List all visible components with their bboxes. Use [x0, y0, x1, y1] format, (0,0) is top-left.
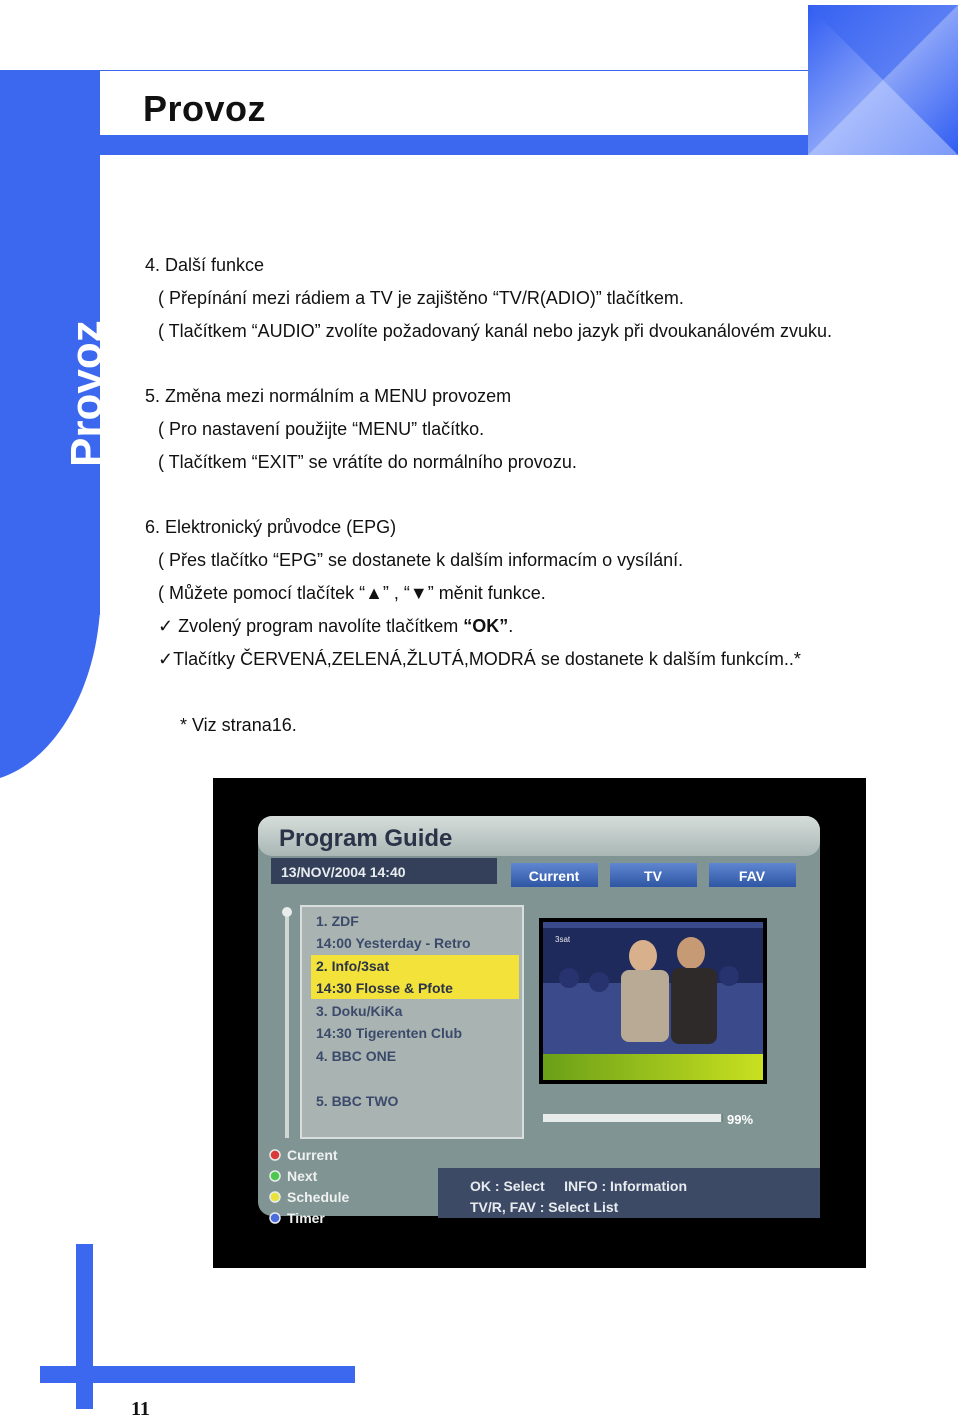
- progress-fill: [543, 1114, 721, 1122]
- section-5-line-2: ( Tlačítkem “EXIT” se vrátíte do normálního provozu.: [158, 452, 577, 472]
- program-channel: 2. Info/3sat: [316, 958, 390, 974]
- legend-label: Schedule: [287, 1189, 350, 1205]
- epg-title: Program Guide: [279, 825, 453, 852]
- sidebar-label: Provoz: [62, 320, 111, 467]
- scroll-knob: [282, 907, 292, 917]
- section-4-heading: 4. Další funkce: [145, 255, 265, 275]
- section-6-line-1: ( Přes tlačítko “EPG” se dostanete k dalším informacím o vysílání.: [158, 550, 684, 570]
- page-number: 11: [131, 1398, 150, 1420]
- check-line-1-prefix: ✓ Zvolený program navolíte tlačítkem: [158, 616, 464, 636]
- legend-label: Timer: [287, 1210, 325, 1226]
- program-show: 14:30 Flosse & Pfote: [316, 980, 453, 996]
- tab-current: Current: [528, 868, 580, 884]
- legend-label: Current: [287, 1147, 338, 1163]
- corner-decoration: [808, 5, 958, 155]
- preview-image: [543, 922, 763, 1080]
- section-6-check-line-2: ✓Tlačítky ČERVENÁ,ZELENÁ,ŽLUTÁ,MODRÁ se dostanete k dalším funkcím..*: [158, 649, 801, 669]
- section-6-line-2: ( Můžete pomocí tlačítek “▲” , “▼” měnit funkce.: [158, 583, 546, 603]
- tv-screenshot: [213, 778, 866, 1268]
- program-channel: 3. Doku/KiKa: [316, 1003, 403, 1019]
- section-5-heading: 5. Změna mezi normálním a MENU provozem: [145, 386, 512, 406]
- legend-dot: [270, 1150, 280, 1160]
- footer-bar-horizontal: [40, 1366, 355, 1383]
- page-title: Provoz: [143, 88, 267, 129]
- program-show: 14:00 Yesterday - Retro: [316, 935, 471, 951]
- program-channel: 4. BBC ONE: [316, 1048, 397, 1064]
- section-5-line-1: ( Pro nastavení použijte “MENU” tlačítko.: [158, 419, 485, 439]
- footnote: * Viz strana16.: [180, 715, 297, 735]
- section-4-line-2: ( Tlačítkem “AUDIO” zvolíte požadovaný kanál nebo jazyk při dvoukanálovém zvuku.: [158, 321, 832, 341]
- sidebar-curve: [0, 600, 100, 780]
- hint-line-2: TV/R, FAV : Select List: [470, 1199, 619, 1215]
- footer-bar-vertical: [76, 1244, 93, 1409]
- section-4-line-1: ( Přepínání mezi rádiem a TV je zajištěno “TV/R(ADIO)” tlačítkem.: [158, 288, 684, 308]
- preview-logo: 3sat: [555, 935, 571, 944]
- section-6-check-line-1: [158, 616, 513, 637]
- legend-label: Next: [287, 1168, 318, 1184]
- tab-tv: TV: [644, 868, 662, 884]
- legend-dot: [270, 1171, 280, 1181]
- check-line-1-suffix: .: [508, 616, 514, 636]
- scroll-track: [285, 908, 289, 1138]
- legend-dot: [270, 1213, 280, 1223]
- progress-label: 99%: [727, 1112, 754, 1127]
- legend-dot: [270, 1192, 280, 1202]
- program-show: 14:30 Tigerenten Club: [316, 1025, 463, 1041]
- tab-fav: FAV: [738, 868, 766, 884]
- program-channel: 1. ZDF: [316, 913, 359, 929]
- epg-tabs: [511, 863, 796, 887]
- epg-datetime: 13/NOV/2004 14:40: [281, 864, 406, 880]
- section-6-heading: 6. Elektronický průvodce (EPG): [145, 517, 397, 537]
- program-channel: 5. BBC TWO: [316, 1093, 399, 1109]
- ok-label: “OK”: [463, 616, 509, 636]
- hint-line-1: OK : Select INFO : Information: [470, 1178, 688, 1194]
